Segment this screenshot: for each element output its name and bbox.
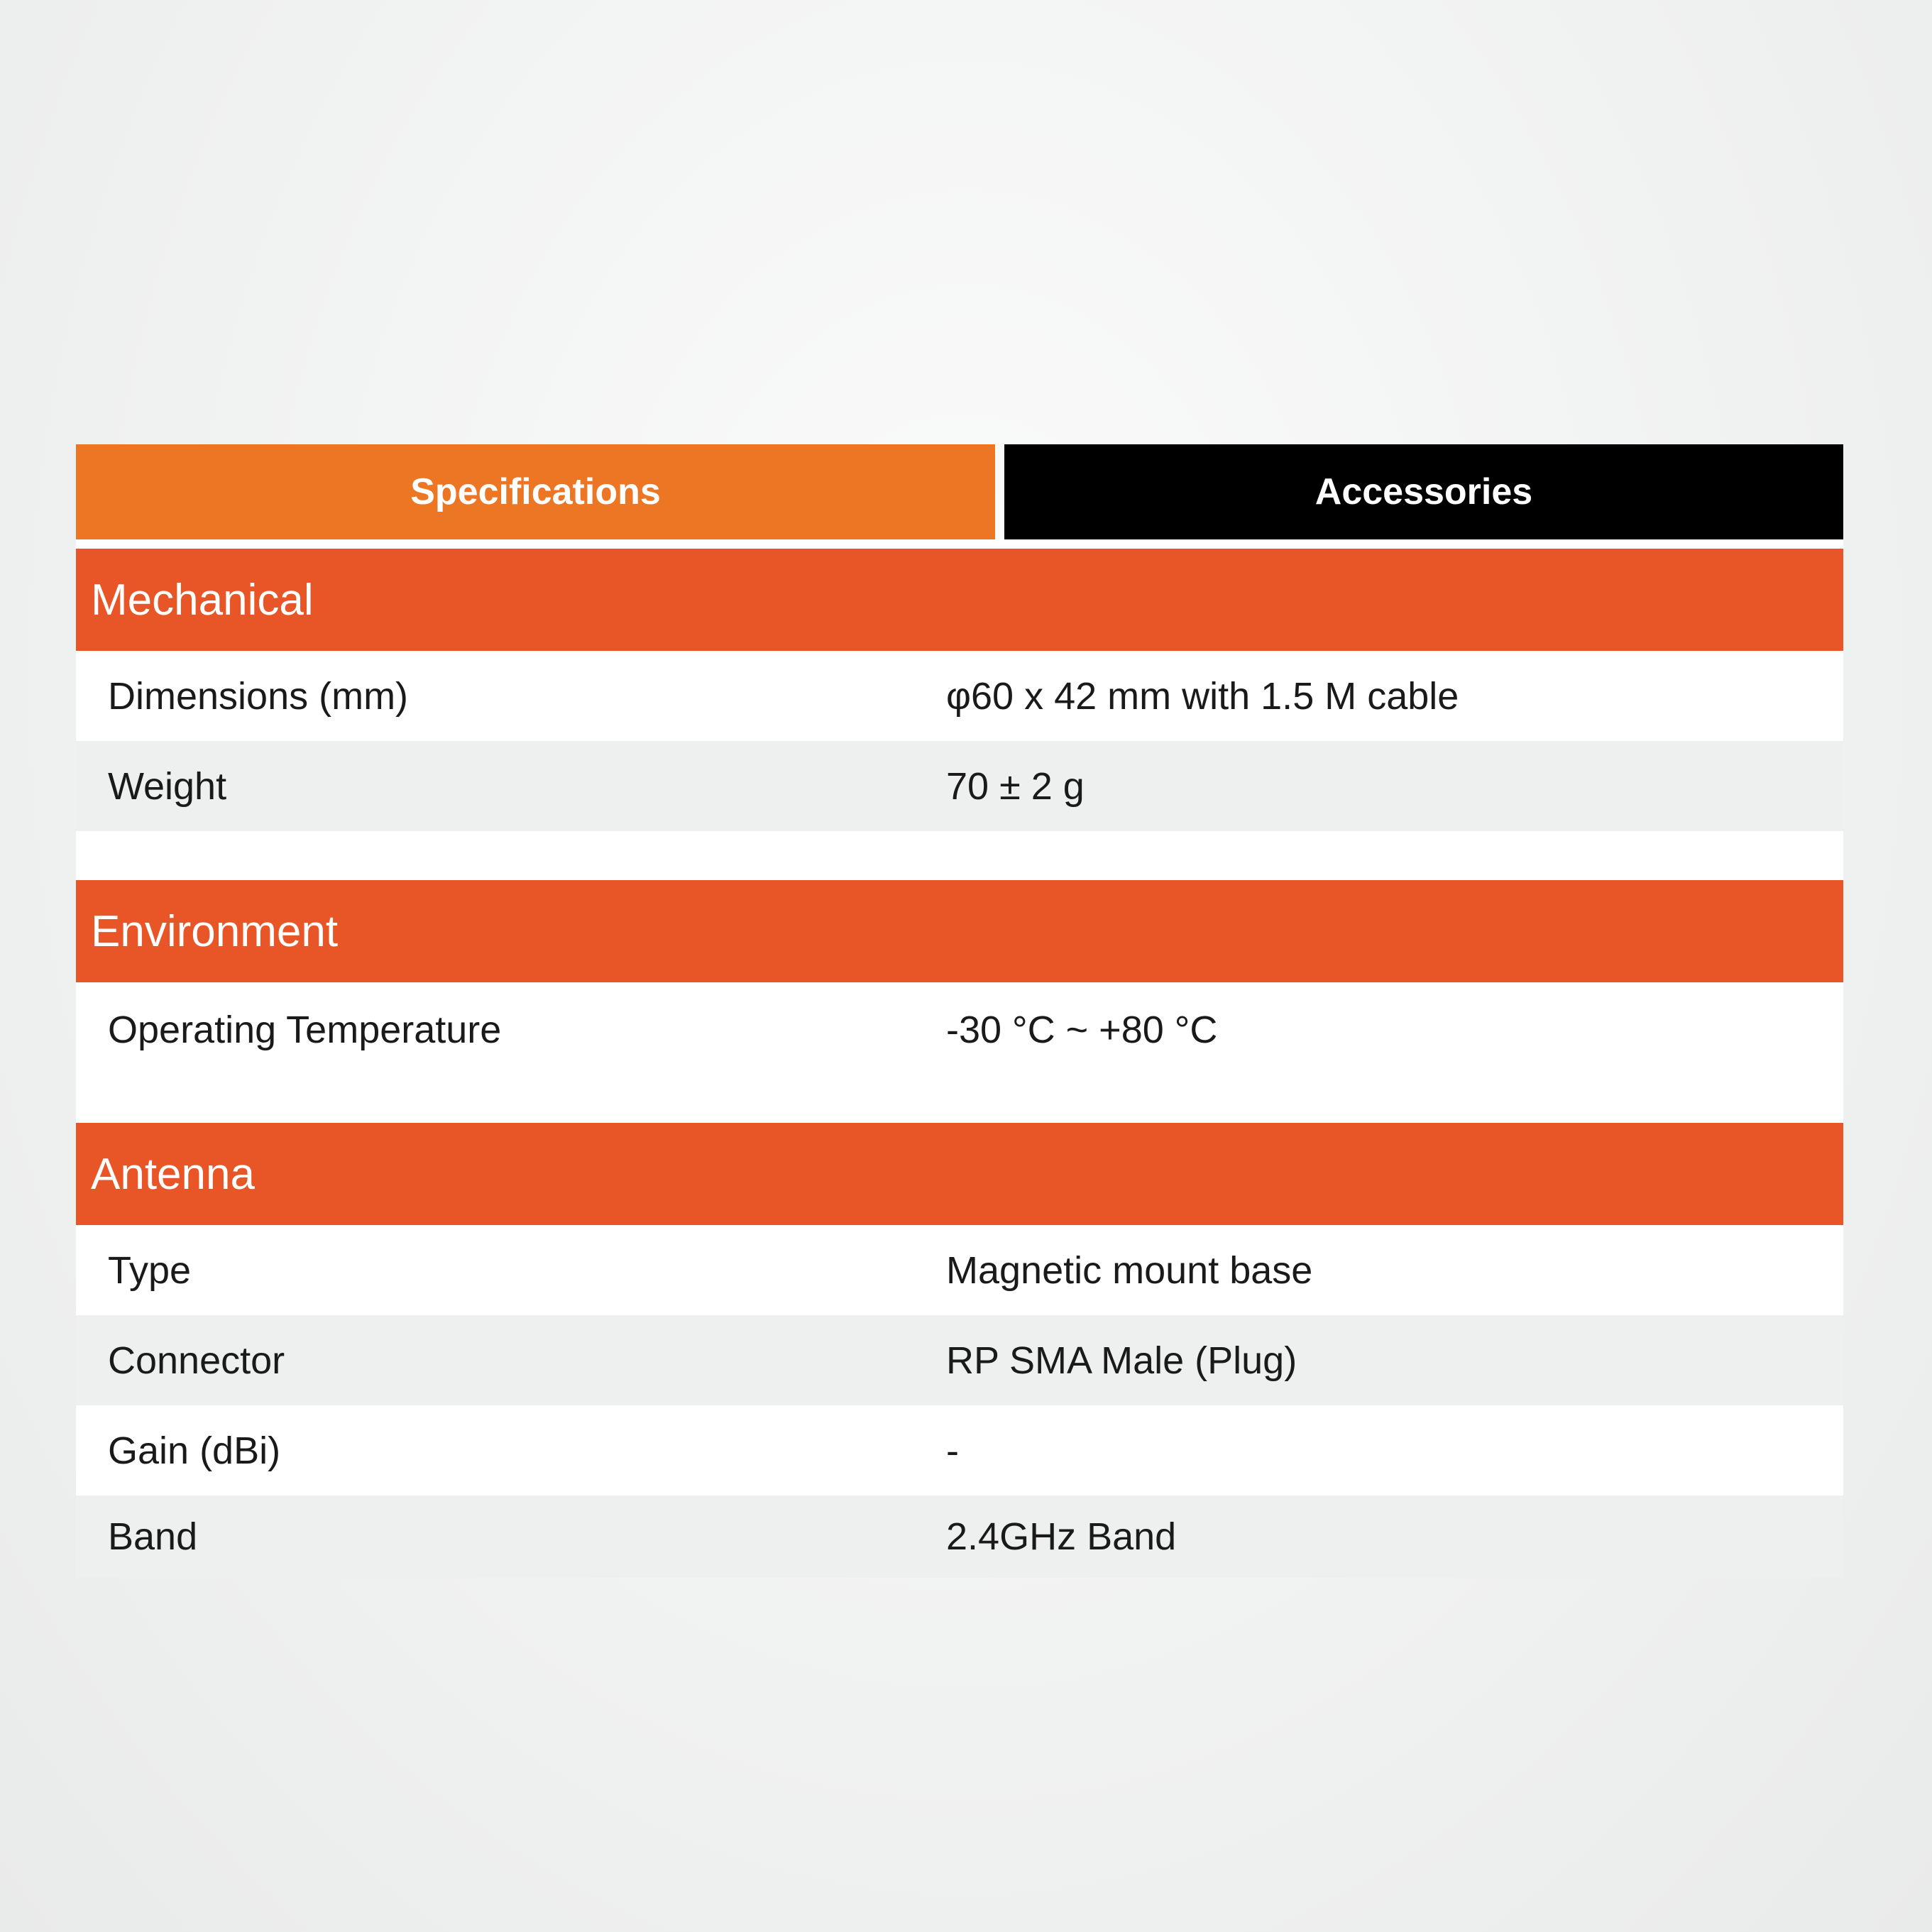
table-row [76,1225,1843,1315]
spec-label: Connector [108,1339,285,1382]
spec-value: - [946,1429,959,1472]
table-row [76,982,1843,1123]
spec-value: RP SMA Male (Plug) [946,1339,1297,1382]
spec-value: φ60 x 42 mm with 1.5 M cable [946,674,1459,718]
spec-label: Band [108,1515,198,1558]
spec-label: Gain (dBi) [108,1429,281,1472]
table-row [76,741,1843,831]
section-header-environment: Environment [76,880,1843,982]
spec-value: Magnetic mount base [946,1248,1313,1292]
table-row [76,1405,1843,1495]
tab-divider [76,539,1843,549]
spec-value: 2.4GHz Band [946,1515,1177,1558]
section-header-mechanical: Mechanical [76,549,1843,651]
spec-label: Dimensions (mm) [108,674,409,718]
table-row [76,1495,1843,1578]
spec-value: -30 °C ~ +80 °C [946,1009,1218,1051]
spec-label: Type [108,1248,192,1292]
spec-label: Operating Temperature [108,1009,502,1051]
tab-accessories[interactable]: Accessories [1004,444,1843,539]
tab-specifications[interactable]: Specifications [76,444,995,539]
tab-bar [76,444,1843,539]
table-row [76,1315,1843,1405]
spec-panel [76,444,1843,1578]
table-row [76,651,1843,741]
section-header-antenna: Antenna [76,1123,1843,1225]
spec-value: 70 ± 2 g [946,764,1085,808]
section-gap [76,831,1843,880]
spec-label: Weight [108,764,227,808]
